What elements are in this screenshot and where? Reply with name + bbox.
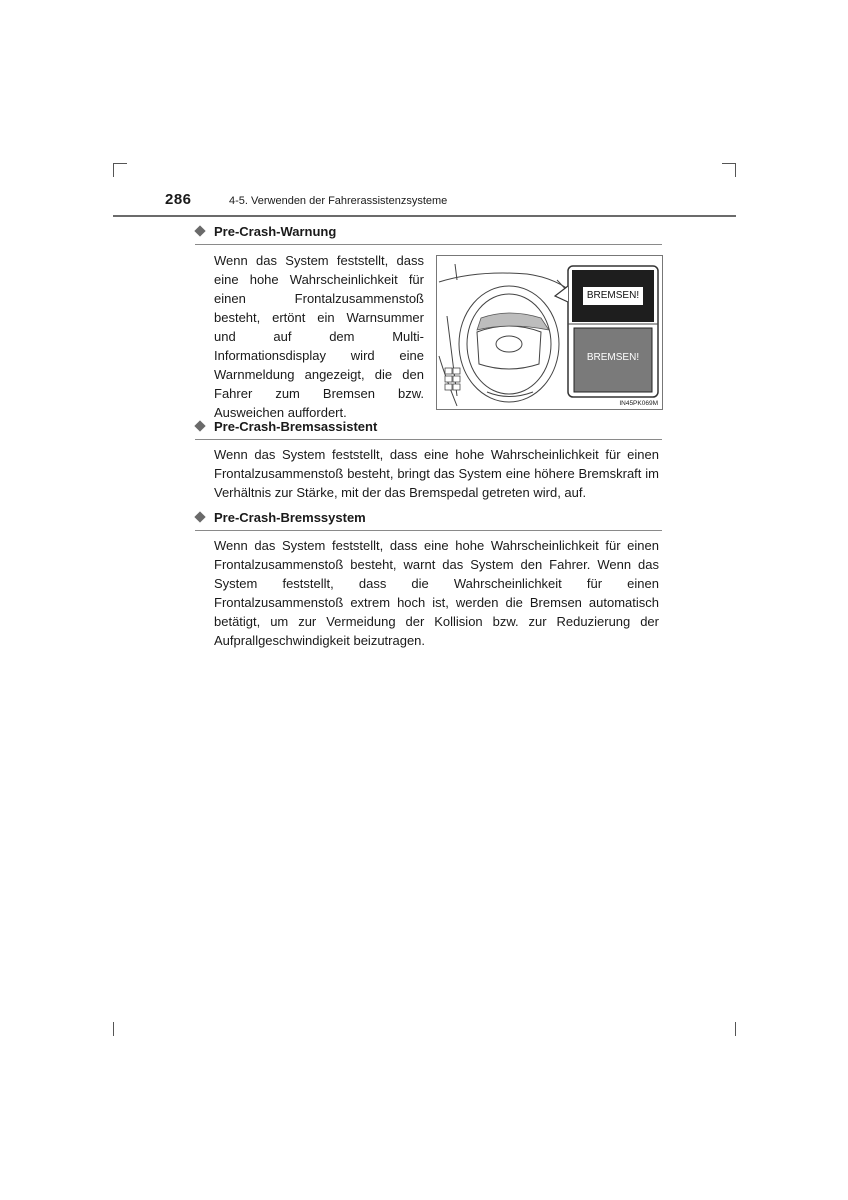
display-message-bottom: BREMSEN! (586, 352, 640, 363)
section-title: Pre-Crash-Warnung (214, 224, 337, 239)
image-code: IN45PK069M (619, 400, 658, 407)
diamond-bullet-icon (194, 225, 205, 236)
crop-mark-bottom-left-v (113, 1022, 114, 1036)
page-header (113, 190, 736, 218)
crop-mark-top-left-h (113, 163, 127, 164)
display-message-top: BREMSEN! (583, 287, 643, 305)
crop-mark-bottom-right-v (735, 1022, 736, 1036)
section-title: Pre-Crash-Bremssystem (214, 510, 366, 525)
section-heading-pre-crash-warnung (195, 224, 662, 245)
diamond-bullet-icon (194, 420, 205, 431)
page-number: 286 (165, 191, 192, 208)
chapter-title: 4-5. Verwenden der Fahrerassistenzsysteme (229, 195, 448, 207)
steering-wheel-drawing (437, 256, 662, 409)
section-body-pre-crash-bremsassistent: Wenn das System feststellt, dass eine hohe Wahrscheinlichkeit für einen Frontalzusammenstoß besteht, bringt das System eine höhere Bremskraft im Verhältnis zur Stärke, mit der das Bremspedal getreten wird, auf. (214, 447, 659, 500)
crop-mark-top-right-h (722, 163, 736, 164)
crop-mark-top-right-v (735, 163, 736, 177)
dashboard-illustration (436, 255, 663, 410)
section-body-pre-crash-warnung: Wenn das System feststellt, dass eine hohe Wahrscheinlichkeit für einen Frontalzusammenstoß besteht, ertönt ein Warnsummer und auf dem Multi-Informationsdisplay wird eine Warnmeldung angezeigt, die den Fahrer zum Bremsen bzw. Ausweichen auffordert. (214, 253, 424, 420)
section-title: Pre-Crash-Bremsassistent (214, 419, 378, 434)
section-heading-pre-crash-bremssystem (195, 510, 662, 531)
crop-mark-top-left-v (113, 163, 114, 177)
header-rule (113, 215, 736, 217)
diamond-bullet-icon (194, 511, 205, 522)
section-heading-pre-crash-bremsassistent (195, 419, 662, 440)
section-body-pre-crash-bremssystem: Wenn das System feststellt, dass eine hohe Wahrscheinlichkeit für einen Frontalzusammenstoß besteht, warnt das System den Fahrer. Wenn das System feststellt, dass die Wahrscheinlichkeit für einen Frontalzusammenstoß extrem hoch ist, werden die Bremsen automatisch betätigt, um zur Vermeidung der Kollision bzw. zur Reduzierung der Aufprallgeschwindigkeit beizutragen. (214, 538, 659, 648)
